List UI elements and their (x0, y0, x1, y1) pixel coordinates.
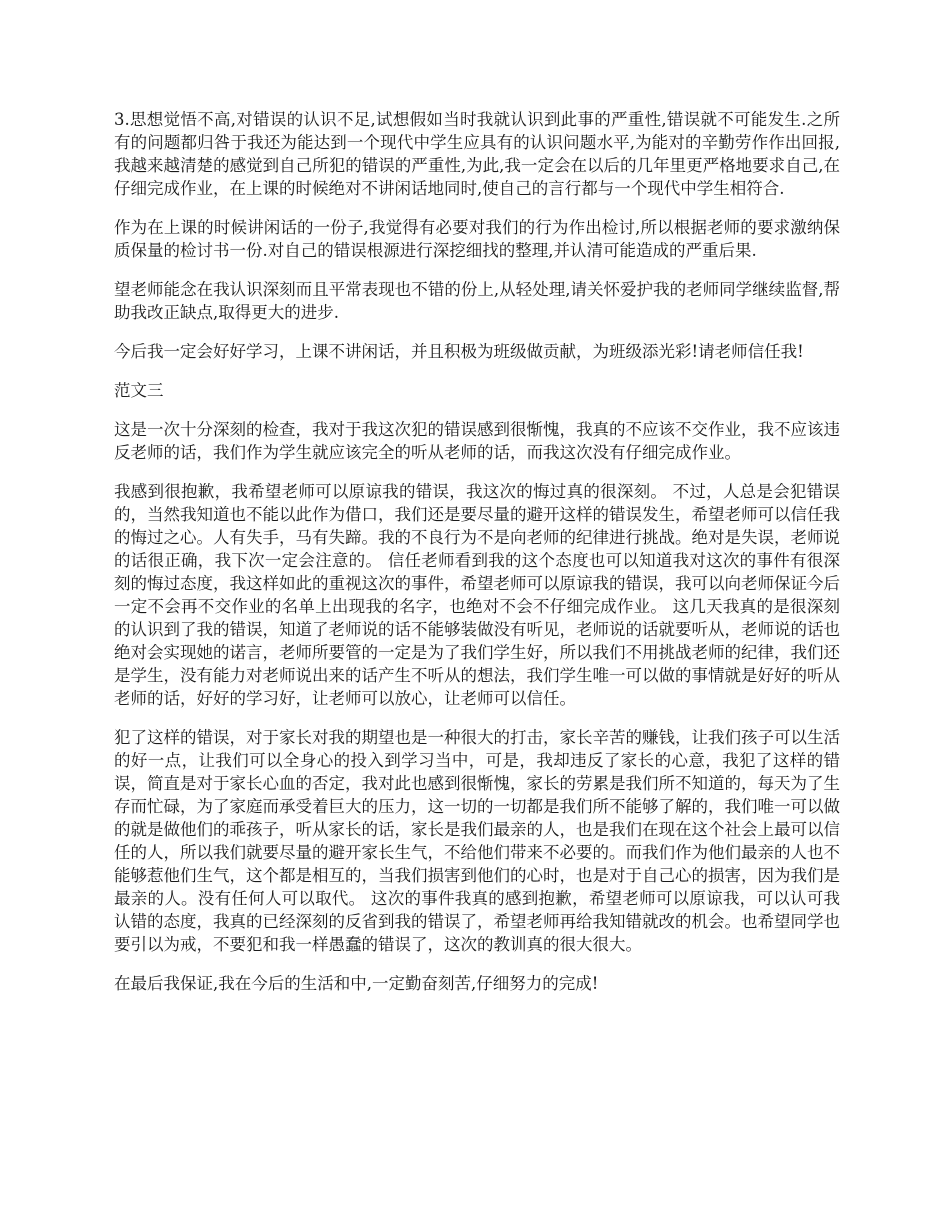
paragraph-2: 作为在上课的时候讲闲话的一份子,我觉得有必要对我们的行为作出检讨,所以根据老师的要求激纳保质保量的检讨书一份.对自己的错误根源进行深挖细找的整理,并认清可能造成的严重后果. (114, 218, 840, 260)
paragraph-6: 我感到很抱歉，我希望老师可以原谅我的错误，我这次的悔过真的很深刻。 不过，人总是会犯错误的，当然我知道也不能以此作为借口，我们还是要尽量的避开这样的错误发生，希望老师可以信任我的悔过之心。人有失手，马有失蹄。我的不良行为不是向老师的纪律进行挑战。绝对是失误，老师说的话很正确，我下次一定会注意的。 信任老师看到我的这个态度也可以知道我对这次的事件有很深刻的悔过态度，我这样如此的重视这次的事件，希望老师可以原谅我的错误，我可以向老师保证今后一定不会再不交作业的名单上出现我的名字，也绝对不会不仔细完成作业。 这几天我真的是很深刻的认识到了我的错误，知道了老师说的话不能够装做没有听见，老师说的话就要听从，老师说的话也绝对会实现她的诺言，老师所要管的一定是为了我们学生好，所以我们不用挑战老师的纪律，我们还是学生，没有能力对老师说出来的话产生不听从的想法，我们学生唯一可以做的事情就是好好的听从老师的话，好好的学习好，让老师可以放心，让老师可以信任。 (114, 482, 840, 708)
paragraph-5: 这是一次十分深刻的检查，我对于我这次犯的错误感到很惭愧，我真的不应该不交作业，我不应该违反老师的话，我们作为学生就应该完全的听从老师的话，而我这次没有仔细完成作业。 (114, 420, 840, 462)
paragraph-1: 3.思想觉悟不高,对错误的认识不足,试想假如当时我就认识到此事的严重性,错误就不可能发生.之所有的问题都归咎于我还为能达到一个现代中学生应具有的认识问题水平,为能对的辛勤劳作作出回报,我越来越清楚的感觉到自己所犯的错误的严重性,为此,我一定会在以后的几年里更严格地要求自己,在仔细完成作业，在上课的时候绝对不讲闲话地同时,使自己的言行都与一个现代中学生相符合. (114, 110, 840, 198)
paragraph-3: 望老师能念在我认识深刻而且平常表现也不错的份上,从轻处理,请关怀爱护我的老师同学继续监督,帮助我改正缺点,取得更大的进步. (114, 280, 840, 322)
paragraph-8: 在最后我保证,我在今后的生活和中,一定勤奋刻苦,仔细努力的完成! (114, 974, 599, 993)
paragraph-4: 今后我一定会好好学习，上课不讲闲话，并且积极为班级做贡献，为班级添光彩!请老师信任我! (114, 342, 804, 361)
section-heading-fanwen-3: 范文三 (114, 381, 164, 400)
document-body (114, 108, 840, 1011)
paragraph-7: 犯了这样的错误，对于家长对我的期望也是一种很大的打击，家长辛苦的赚钱，让我们孩子可以生活的好一点，让我们可以全身心的投入到学习当中，可是，我却违反了家长的心意，我犯了这样的错误，简直是对于家长心血的否定，我对此也感到很惭愧，家长的劳累是我们所不知道的，每天为了生存而忙碌，为了家庭而承受着巨大的压力，这一切的一切都是我们所不能够了解的，我们唯一可以做的就是做他们的乖孩子，听从家长的话，家长是我们最亲的人，也是我们在现在这个社会上最可以信任的人，所以我们就要尽量的避开家长生气，不给他们带来不必要的。而我们作为他们最亲的人也不能够惹他们生气，这个都是相互的，当我们损害到他们的心时，也是对于自己心的损害，因为我们是最亲的人。没有任何人可以取代。 这次的事件我真的感到抱歉，希望老师可以原谅我，可以认可我认错的态度，我真的已经深刻的反省到我的错误了，希望老师再给我知错就改的机会。也希望同学也要引以为戒，不要犯和我一样愚蠢的错误了，这次的教训真的很大很大。 (114, 728, 840, 954)
